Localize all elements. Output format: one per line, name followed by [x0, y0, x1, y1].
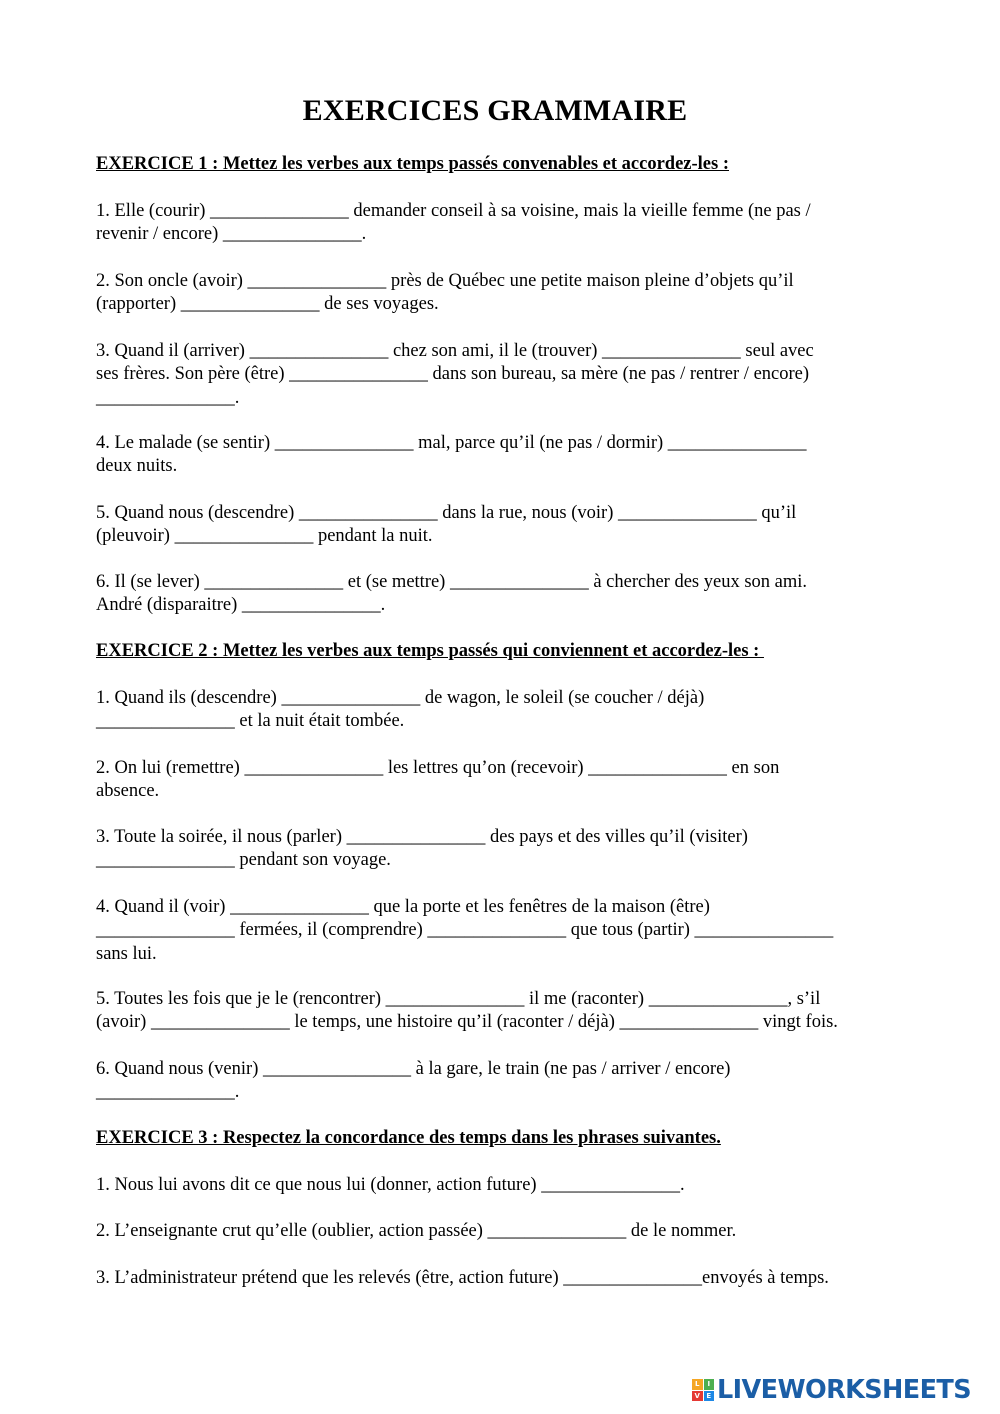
item-line: 3. L’administrateur prétend que les relevés (être, action future) _______________envoyés à temps. — [96, 1268, 829, 1288]
item-line: 4. Quand il (voir) _______________ que la porte et les fenêtres de la maison (être) — [96, 897, 710, 917]
item-line: (pleuvoir) _______________ pendant la nuit. — [96, 526, 433, 547]
item-line: _______________. — [96, 387, 240, 408]
exercise-3-heading: EXERCICE 3 : Respectez la concordance des temps dans les phrases suivantes. — [96, 1128, 721, 1148]
item-line: deux nuits. — [96, 456, 178, 477]
exercise-2-item-6 — [96, 1058, 908, 1105]
item-line: _______________. — [96, 1082, 240, 1103]
item-line: 6. Il (se lever) _______________ et (se mettre) _______________ à chercher des yeux son ami. — [96, 572, 808, 592]
exercise-1-item-1 — [96, 200, 908, 247]
exercise-1-item-2 — [96, 270, 908, 317]
logo-mark-cell: I — [704, 1379, 715, 1390]
exercise-1-heading: EXERCICE 1 : Mettez les verbes aux temps passés convenables et accordez-les : — [96, 154, 729, 174]
exercise-3-item-2 — [96, 1220, 908, 1243]
item-line: André (disparaitre) _______________. — [96, 595, 386, 616]
logo-mark-cell: E — [704, 1391, 715, 1402]
exercise-3-item-1 — [96, 1174, 908, 1197]
item-line: 4. Le malade (se sentir) _______________ mal, parce qu’il (ne pas / dormir) _______________ — [96, 433, 807, 453]
exercise-2-item-2 — [96, 757, 908, 804]
item-line: 1. Elle (courir) _______________ demander conseil à sa voisine, mais la vieille femme (ne pas / — [96, 201, 811, 221]
exercise-2-heading: EXERCICE 2 : Mettez les verbes aux temps passés qui conviennent et accordez-les : — [96, 641, 764, 661]
item-line: (rapporter) _______________ de ses voyages. — [96, 294, 439, 315]
item-line: _______________ pendant son voyage. — [96, 850, 391, 871]
item-line: _______________ et la nuit était tombée. — [96, 711, 405, 732]
item-line: ses frères. Son père (être) _______________ dans son bureau, sa mère (ne pas / rentrer / encore) — [96, 364, 810, 385]
exercise-1-item-5 — [96, 502, 908, 549]
item-line: _______________ fermées, il (comprendre) _______________ que tous (partir) _______________ — [96, 920, 834, 941]
exercise-2-item-1 — [96, 687, 908, 734]
exercise-1-item-4 — [96, 432, 908, 479]
liveworksheets-logo — [692, 1375, 971, 1405]
exercise-2-item-4 — [96, 896, 908, 966]
item-line: 1. Quand ils (descendre) _______________ de wagon, le soleil (se coucher / déjà) — [96, 688, 705, 708]
item-line: 5. Toutes les fois que je le (rencontrer) _______________ il me (raconter) _______________, s’il — [96, 989, 821, 1009]
exercise-3-item-3 — [96, 1267, 908, 1290]
exercise-2-item-3 — [96, 826, 908, 873]
page-title: EXERCICES GRAMMAIRE — [302, 94, 688, 127]
item-line: (avoir) _______________ le temps, une histoire qu’il (raconter / déjà) _______________ vingt fois. — [96, 1012, 838, 1033]
exercise-2-item-5 — [96, 988, 908, 1035]
item-line: 2. L’enseignante crut qu’elle (oublier, action passée) _______________ de le nommer. — [96, 1221, 737, 1241]
exercise-1-item-6 — [96, 571, 908, 618]
logo-mark-icon — [692, 1379, 714, 1401]
item-line: absence. — [96, 781, 160, 802]
item-line: 3. Toute la soirée, il nous (parler) _______________ des pays et des villes qu’il (visiter) — [96, 827, 748, 847]
item-line: 5. Quand nous (descendre) _______________ dans la rue, nous (voir) _______________ qu’il — [96, 503, 797, 523]
item-line: 2. On lui (remettre) _______________ les lettres qu’on (recevoir) _______________ en son — [96, 758, 780, 778]
exercise-1-item-3 — [96, 340, 908, 410]
logo-text: LIVEWORKSHEETS — [717, 1375, 971, 1405]
logo-mark-cell: V — [692, 1391, 703, 1402]
item-line: 1. Nous lui avons dit ce que nous lui (donner, action future) _______________. — [96, 1175, 685, 1195]
item-line: 2. Son oncle (avoir) _______________ près de Québec une petite maison pleine d’objets qu’il — [96, 271, 794, 291]
item-line: 6. Quand nous (venir) ________________ à la gare, le train (ne pas / arriver / encore) — [96, 1059, 731, 1079]
item-line: 3. Quand il (arriver) _______________ chez son ami, il le (trouver) _______________ seul avec — [96, 341, 814, 361]
item-line: revenir / encore) _______________. — [96, 224, 367, 245]
item-line: sans lui. — [96, 943, 157, 964]
logo-mark-cell: L — [692, 1379, 703, 1390]
